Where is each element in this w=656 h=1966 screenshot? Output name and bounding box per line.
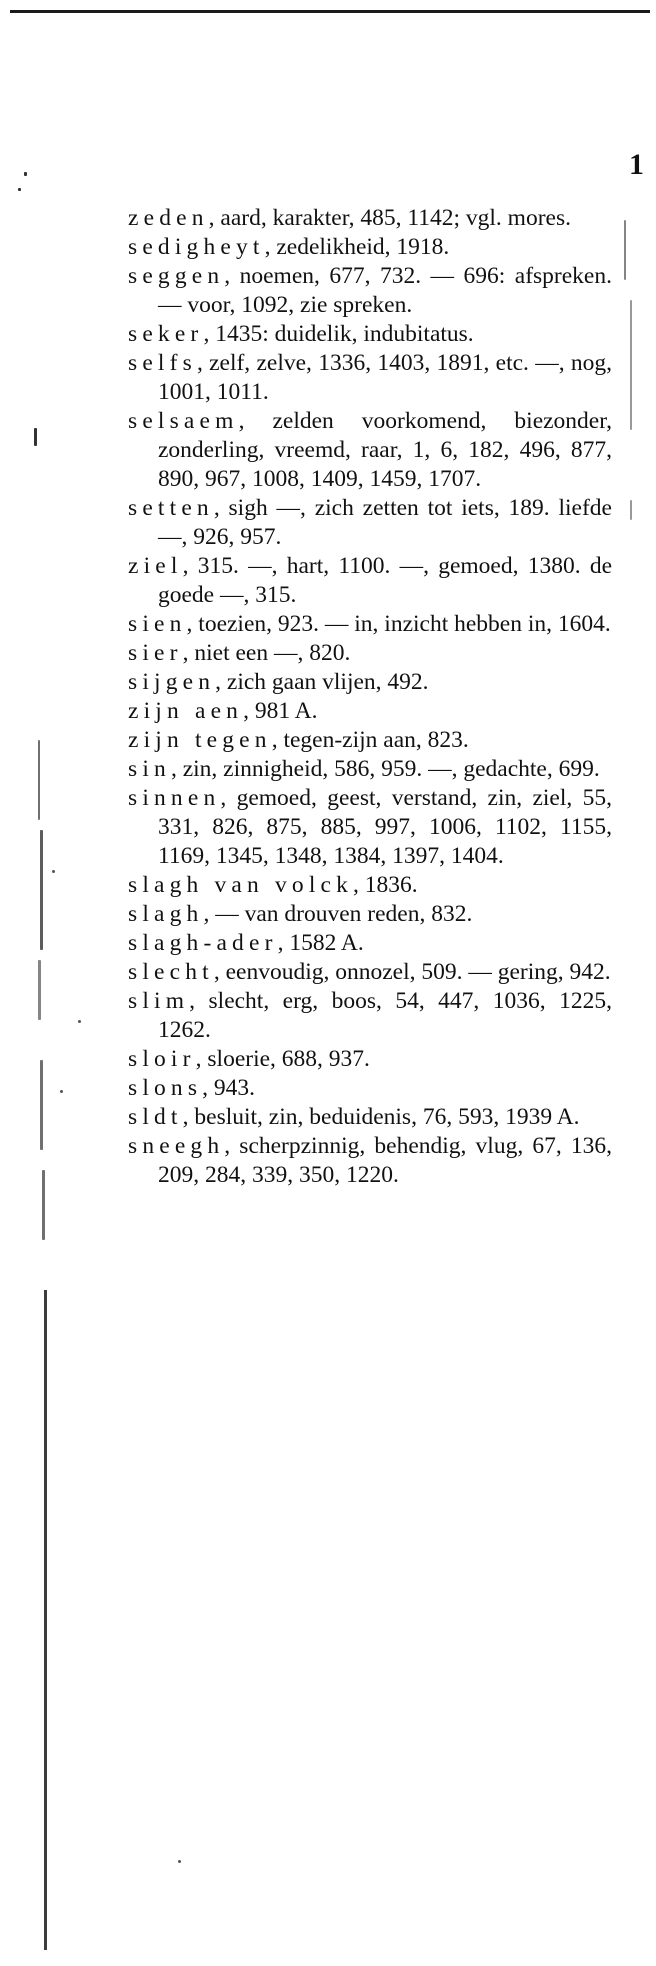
glossary-entry — [128, 726, 612, 755]
scan-speck — [38, 960, 41, 1020]
scan-speck — [178, 1860, 181, 1863]
scan-speck — [52, 870, 55, 873]
entry-definition: , niet een —, 820. — [182, 640, 351, 666]
scan-speck — [630, 500, 632, 520]
entry-definition: , zedelikheid, 1918. — [264, 234, 450, 260]
glossary-entry — [128, 639, 612, 668]
top-rule — [10, 10, 650, 13]
entry-definition: , noemen, 677, 732. — 696: afspreken. — voor, 1092, zie spreken. — [158, 263, 612, 318]
entry-headword: sloir — [128, 1046, 196, 1072]
glossary-entry — [128, 1103, 612, 1132]
entry-definition: , gemoed, geest, verstand, zin, ziel, 55, 331, 826, 875, 885, 997, 1006, 1102, 1155, 1169, 1345, 1348, 1384, 1397, 1404. — [158, 785, 612, 869]
glossary-entry — [128, 871, 612, 900]
entry-headword: sedigheyt — [128, 234, 265, 260]
entry-headword: setten — [128, 495, 214, 521]
entry-headword: selfs — [128, 350, 197, 376]
entry-headword: sin — [128, 756, 171, 782]
entry-headword: slagh-ader — [128, 930, 278, 956]
entry-definition: , — van drouven reden, 832. — [203, 901, 473, 927]
glossary-entry — [128, 1074, 612, 1103]
entry-headword: sinnen — [128, 785, 221, 811]
entry-headword: sneegh — [128, 1133, 225, 1159]
entry-headword: selsaem — [128, 408, 239, 434]
scan-speck — [624, 220, 626, 280]
glossary-entry — [128, 204, 612, 233]
glossary-entry — [128, 552, 612, 610]
entry-headword: slagh — [128, 901, 204, 927]
entry-definition: , sloerie, 688, 937. — [195, 1046, 370, 1072]
entry-definition: , zelden voorkomend, biezonder, zonderling, vreemd, raar, 1, 6, 182, 496, 877, 890, 967, 1008, 1409, 1459, 1707. — [158, 408, 612, 492]
entry-definition: , 1435: duidelik, indubitatus. — [203, 321, 474, 347]
glossary-entry — [128, 987, 612, 1045]
glossary-entry — [128, 407, 612, 494]
scan-speck — [34, 428, 37, 446]
scan-speck — [78, 1020, 81, 1023]
glossary-entry — [128, 1045, 612, 1074]
entry-headword: zijn aen — [128, 698, 244, 724]
entry-headword: slons — [128, 1075, 203, 1101]
binding-edge-line — [44, 1290, 47, 1950]
glossary-entry — [128, 1132, 612, 1190]
glossary-entry — [128, 320, 612, 349]
page-number: 1 — [629, 148, 644, 181]
entry-headword: slagh van volck — [128, 872, 354, 898]
glossary-entry — [128, 349, 612, 407]
scan-speck — [18, 188, 21, 191]
entry-definition: , aard, karakter, 485, 1142; vgl. mores. — [208, 205, 571, 231]
entry-headword: zijn tegen — [128, 727, 272, 753]
glossary-entry — [128, 929, 612, 958]
glossary-entry — [128, 233, 612, 262]
glossary-entry — [128, 697, 612, 726]
entry-definition: , sigh —, zich zetten tot iets, 189. liefde —, 926, 957. — [158, 495, 612, 550]
entry-headword: sien — [128, 611, 187, 637]
entry-definition: , 981 A. — [243, 698, 318, 724]
glossary-entry — [128, 958, 612, 987]
glossary-entry — [128, 668, 612, 697]
entry-definition: , zin, zinnigheid, 586, 959. —, gedachte, 699. — [170, 756, 600, 782]
entry-headword: seker — [128, 321, 204, 347]
entry-definition: , 943. — [202, 1075, 256, 1101]
scan-speck — [38, 740, 40, 820]
entry-headword: sier — [128, 640, 183, 666]
entry-headword: seggen — [128, 263, 225, 289]
scan-speck — [630, 300, 632, 430]
scan-speck — [24, 172, 27, 176]
scan-speck — [42, 1170, 45, 1240]
glossary-entry — [128, 784, 612, 871]
entry-headword: sldt — [128, 1104, 183, 1130]
entry-definition: , 315. —, hart, 1100. —, gemoed, 1380. de goede —, 315. — [158, 553, 612, 608]
glossary-entry — [128, 755, 612, 784]
scan-speck — [40, 830, 43, 950]
entry-headword: ziel — [128, 553, 183, 579]
glossary-entry — [128, 610, 612, 639]
scan-speck — [60, 1090, 63, 1093]
entry-headword: sijgen — [128, 669, 216, 695]
entry-definition: , 1582 A. — [277, 930, 364, 956]
glossary-entries — [128, 204, 612, 1190]
scan-speck — [40, 1060, 43, 1150]
entry-definition: , slecht, erg, boos, 54, 447, 1036, 1225, 1262. — [158, 988, 612, 1043]
entry-definition: , tegen-zijn aan, 823. — [271, 727, 469, 753]
entry-definition: , besluit, zin, beduidenis, 76, 593, 1939 A. — [182, 1104, 580, 1130]
glossary-entry — [128, 900, 612, 929]
glossary-entry — [128, 494, 612, 552]
glossary-entry — [128, 262, 612, 320]
entry-definition: , toezien, 923. — in, inzicht hebben in, 1604. — [186, 611, 611, 637]
entry-headword: slecht — [128, 959, 214, 985]
entry-headword: zeden — [128, 205, 209, 231]
entry-definition: , zich gaan vlijen, 492. — [215, 669, 429, 695]
entry-definition: , eenvoudig, onnozel, 509. — gering, 942. — [213, 959, 611, 985]
entry-definition: , scherpzinnig, behendig, vlug, 67, 136, 209, 284, 339, 350, 1220. — [158, 1133, 612, 1188]
entry-definition: , zelf, zelve, 1336, 1403, 1891, etc. —, nog, 1001, 1011. — [158, 350, 612, 405]
entry-headword: slim — [128, 988, 190, 1014]
entry-definition: , 1836. — [353, 872, 418, 898]
